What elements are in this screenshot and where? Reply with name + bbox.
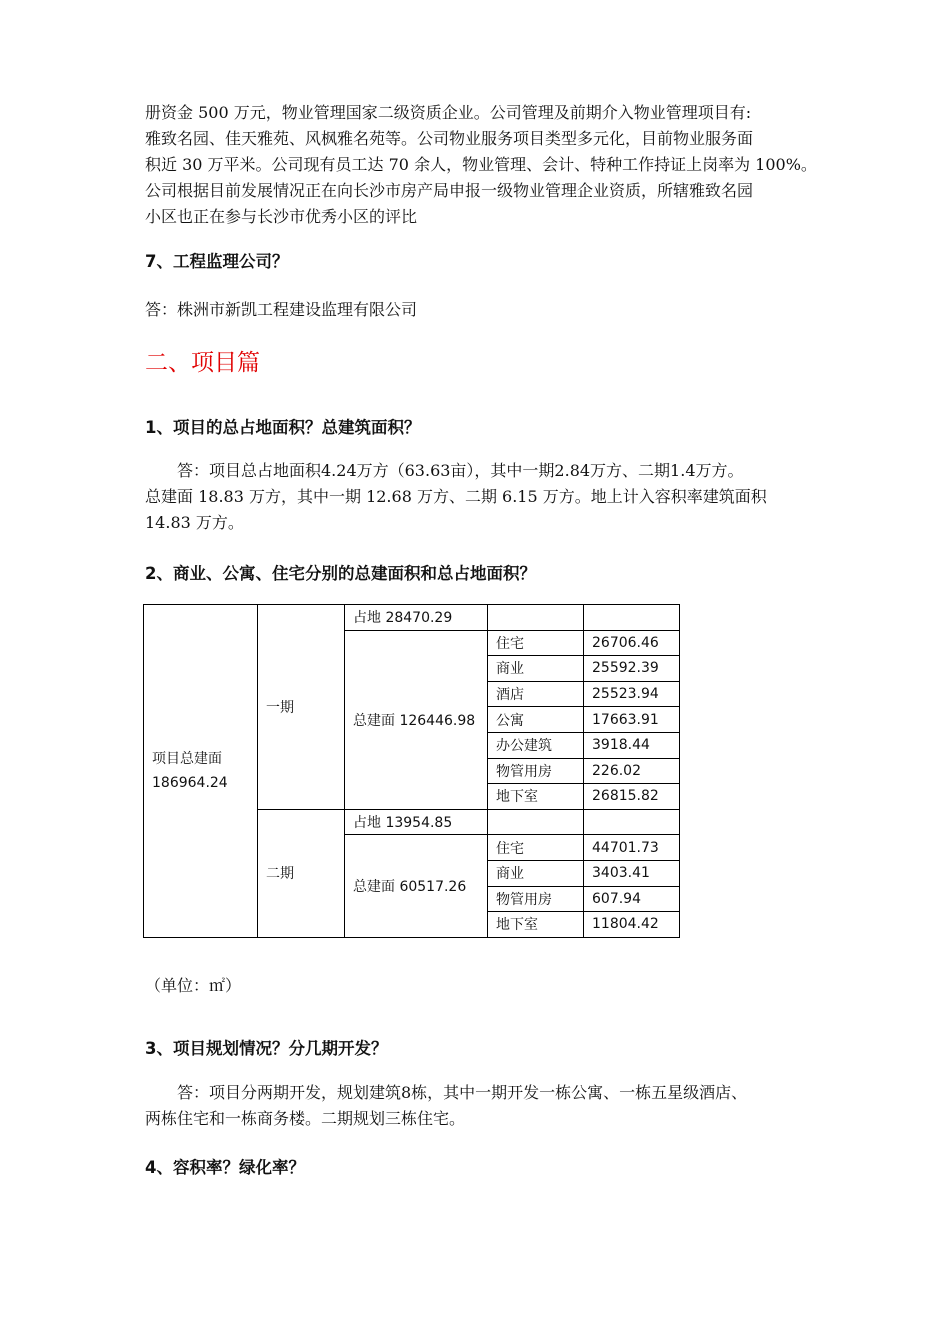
use-area: 607.94 [584, 886, 680, 912]
intro-line: 册资金 500 万元，物业管理国家二级资质企业。公司管理及前期介入物业管理项目有: [145, 103, 752, 122]
total-label: 项目总建面 [152, 750, 222, 767]
intro-line: 公司根据目前发展情况正在向长沙市房产局申报一级物业管理企业资质，所辖雅致名园 [145, 181, 754, 200]
empty-cell [488, 605, 584, 631]
phase-1-land: 占地 28470.29 [345, 605, 488, 631]
use-area: 11804.42 [584, 912, 680, 938]
question-4-title: 4、容积率？绿化率？ [145, 1158, 305, 1177]
phase-1-cell: 一期 [258, 605, 345, 810]
question-3-answer [145, 1080, 810, 1132]
answer-line: 14.83 万方。 [145, 513, 244, 532]
use-area: 25523.94 [584, 681, 680, 707]
question-2-title: 2、商业、公寓、住宅分别的总建面积和总占地面积？ [145, 564, 536, 583]
question-1-title: 1、项目的总占地面积？总建筑面积？ [145, 418, 421, 437]
use-type: 商业 [488, 656, 584, 682]
use-type: 住宅 [488, 835, 584, 861]
use-type: 地下室 [488, 912, 584, 938]
question-7-title: 7、工程监理公司？ [145, 252, 289, 271]
empty-cell [584, 809, 680, 835]
phase-2-cell: 二期 [258, 809, 345, 937]
use-type: 酒店 [488, 681, 584, 707]
use-type: 地下室 [488, 784, 584, 810]
answer-line: 答：项目分两期开发，规划建筑8栋，其中一期开发一栋公寓、一栋五星级酒店、 [177, 1083, 748, 1102]
use-area: 3918.44 [584, 732, 680, 758]
total-cell [144, 605, 258, 938]
use-area: 25592.39 [584, 656, 680, 682]
table-row [144, 605, 680, 631]
unit-note: （单位：㎡） [145, 976, 242, 995]
use-area: 26815.82 [584, 784, 680, 810]
use-type: 物管用房 [488, 886, 584, 912]
intro-line: 积近 30 万平米。公司现有员工达 70 余人，物业管理、会计、特种工作持证上岗率为 100%。 [145, 155, 817, 174]
intro-line: 小区也正在参与长沙市优秀小区的评比 [145, 207, 418, 226]
use-area: 26706.46 [584, 630, 680, 656]
phase-2-land: 占地 13954.85 [345, 809, 488, 835]
empty-cell [488, 809, 584, 835]
use-type: 物管用房 [488, 758, 584, 784]
answer-line: 总建面 18.83 万方，其中一期 12.68 万方、二期 6.15 万方。地上计入容积率建筑面积 [145, 487, 767, 506]
use-type: 办公建筑 [488, 732, 584, 758]
use-area: 17663.91 [584, 707, 680, 733]
use-area: 3403.41 [584, 860, 680, 886]
question-3-title: 3、项目规划情况？分几期开发？ [145, 1039, 388, 1058]
total-value: 186964.24 [152, 774, 228, 791]
use-area: 44701.73 [584, 835, 680, 861]
area-table [143, 604, 680, 938]
use-type: 住宅 [488, 630, 584, 656]
question-7-answer: 答：株洲市新凯工程建设监理有限公司 [145, 300, 418, 319]
phase-1-gfa: 总建面 126446.98 [345, 630, 488, 809]
intro-line: 雅致名园、佳天雅苑、风枫雅名苑等。公司物业服务项目类型多元化，目前物业服务面 [145, 129, 754, 148]
phase-2-gfa: 总建面 60517.26 [345, 835, 488, 937]
intro-paragraph [145, 100, 817, 230]
use-type: 商业 [488, 860, 584, 886]
answer-line: 两栋住宅和一栋商务楼。二期规划三栋住宅。 [145, 1109, 466, 1128]
section-heading: 二、项目篇 [145, 350, 260, 376]
question-1-answer [145, 458, 810, 536]
use-area: 226.02 [584, 758, 680, 784]
empty-cell [584, 605, 680, 631]
answer-line: 答：项目总占地面积4.24万方（63.63亩），其中一期2.84万方、二期1.4万方。 [177, 461, 744, 480]
use-type: 公寓 [488, 707, 584, 733]
